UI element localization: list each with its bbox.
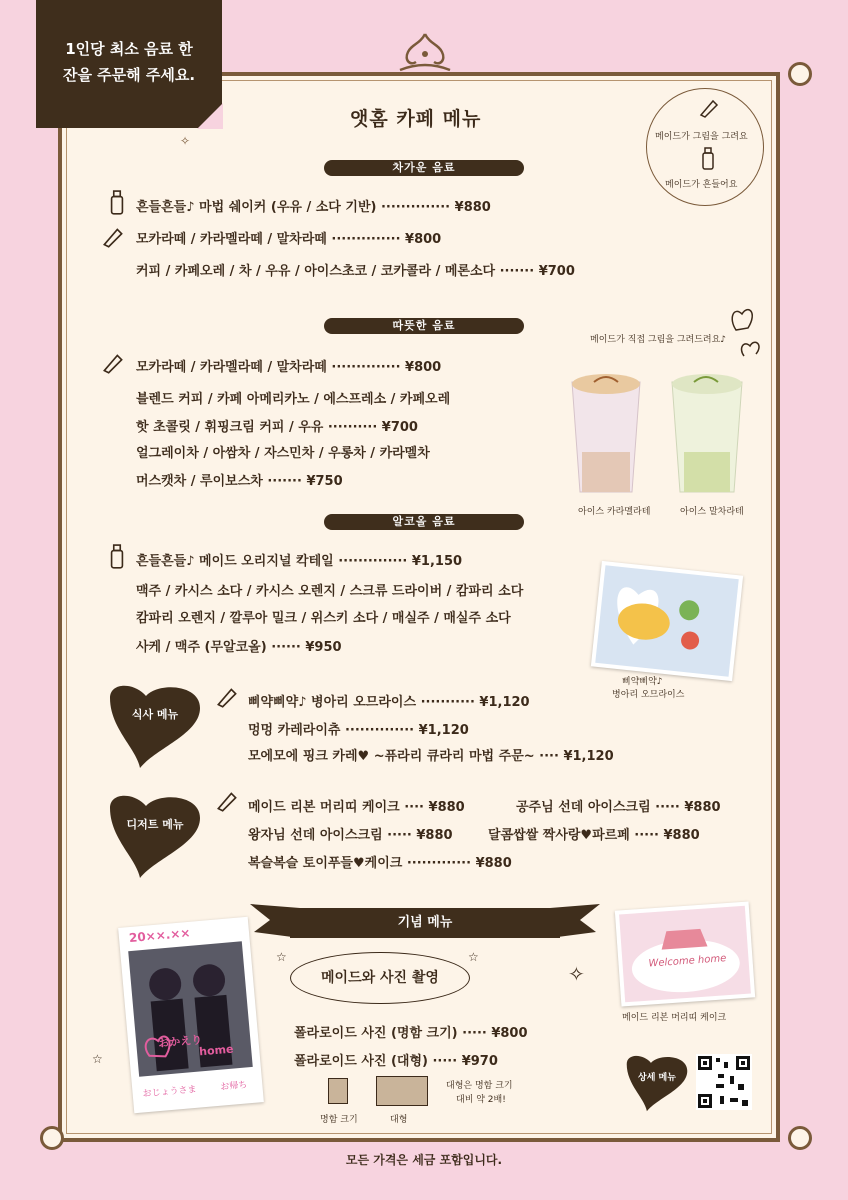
- page-title: 앳홈 카페 메뉴: [350, 108, 482, 130]
- polaroid-date: 20××.××: [128, 925, 191, 946]
- pen-icon: [214, 788, 240, 814]
- menu-item: 왕자님 선데 아이스크림 ····· ¥880: [248, 828, 453, 843]
- menu-item: 폴라로이드 사진 (대형) ····· ¥970: [294, 1054, 498, 1069]
- cake-photo: [615, 901, 755, 1006]
- corner-ornament: [788, 62, 812, 86]
- legend-shake-label: 메이드가 흔들어요: [665, 180, 738, 190]
- tax-note: 모든 가격은 세금 포함입니다.: [345, 1153, 503, 1167]
- heart-doodle-icon: [724, 300, 774, 360]
- menu-item: 핫 초콜릿 / 휘핑크림 커피 / 우유 ·········· ¥700: [136, 420, 418, 435]
- omurice-caption-line2: 병아리 오므라이스: [612, 690, 685, 700]
- souvenir-banner-label: 기념 메뉴: [397, 915, 453, 930]
- size-small-label: 명함 크기: [320, 1115, 358, 1125]
- menu-item: 메이드 리본 머리띠 케이크 ···· ¥880: [248, 800, 465, 815]
- legend-draw-label: 메이드가 그림을 그려요: [655, 132, 748, 142]
- menu-item: 캄파리 오렌지 / 깔루아 밀크 / 위스키 소다 / 매실주 / 매실주 소다: [136, 611, 511, 626]
- hot-drinks-header: 따뜻한 음료: [324, 318, 524, 334]
- menu-item: 멍멍 카레라이츄 ·············· ¥1,120: [248, 723, 469, 738]
- alcohol-header: 알코올 음료: [324, 514, 524, 530]
- icon-legend: [646, 88, 764, 206]
- polaroid-text: home: [198, 1042, 234, 1059]
- polaroid-photo: [118, 917, 264, 1114]
- latte-caption-right: 아이스 말차라테: [680, 507, 744, 517]
- menu-item: 사케 / 맥주 (무알코올) ······ ¥950: [136, 640, 342, 655]
- notice-line-2: 잔을 주문해 주세요.: [62, 66, 196, 84]
- star-icon: ☆: [276, 950, 287, 964]
- menu-item: 맥주 / 카시스 소다 / 카시스 오렌지 / 스크류 드라이버 / 캄파리 소다: [136, 584, 524, 599]
- pen-icon: [697, 97, 721, 119]
- cake-plate-text: Welcome home: [648, 953, 727, 970]
- menu-item: 얼그레이차 / 아쌈차 / 자스민차 / 우롱차 / 카라멜차: [136, 446, 430, 461]
- food-menu-label: 식사 메뉴: [131, 708, 179, 721]
- latte-note: 메이드가 직접 그림을 그려드려요♪: [590, 335, 727, 345]
- shaker-icon: [104, 190, 130, 216]
- shaker-icon: [104, 544, 130, 570]
- menu-item: 블렌드 커피 / 카페 아메리카노 / 에스프레소 / 카페오레: [136, 392, 451, 407]
- star-icon: ☆: [468, 950, 479, 964]
- details-menu-label: 상세 메뉴: [638, 1073, 676, 1083]
- menu-item: 모카라떼 / 카라멜라떼 / 말차라떼 ·············· ¥800: [136, 232, 442, 247]
- polaroid-text: お帰ち: [220, 1080, 248, 1093]
- polaroid-text: おじょうさま: [142, 1084, 197, 1100]
- menu-item: 삐약삐약♪ 병아리 오므라이스 ··········· ¥1,120: [248, 695, 530, 710]
- pen-icon: [100, 224, 126, 250]
- sparkle-icon: ✧: [568, 962, 585, 986]
- shaker-icon: [699, 147, 717, 171]
- menu-item: 머스캣차 / 루이보스차 ······· ¥750: [136, 474, 343, 489]
- top-ornament: [390, 30, 460, 76]
- dessert-menu-label: 디저트 메뉴: [126, 818, 184, 831]
- polaroid-text: おかえり: [157, 1033, 203, 1050]
- star-icon: ✧: [180, 134, 191, 148]
- menu-item: 공주님 선데 아이스크림 ····· ¥880: [516, 800, 721, 815]
- size-note-line2: 대비 약 2배!: [456, 1095, 506, 1105]
- pen-icon: [214, 684, 240, 710]
- menu-item: 폴라로이드 사진 (명함 크기) ····· ¥800: [294, 1026, 528, 1041]
- corner-ornament: [788, 1126, 812, 1150]
- cold-drinks-header: 차가운 음료: [324, 160, 524, 176]
- menu-item: 복슬복슬 토이푸들♥케이크 ············· ¥880: [248, 856, 512, 871]
- size-note-line1: 대형은 명함 크기: [446, 1081, 513, 1091]
- details-menu-badge: [620, 1048, 694, 1114]
- omurice-photo: [591, 561, 743, 681]
- photo-bubble: 메이드와 사진 촬영: [290, 952, 470, 1004]
- menu-item: 모에모에 핑크 카레♥ ~퓨라리 큐라리 마법 주문~ ···· ¥1,120: [248, 749, 614, 764]
- size-large-box: [376, 1076, 428, 1106]
- menu-item: 커피 / 카페오레 / 차 / 우유 / 아이스초코 / 코카콜라 / 메론소다 ······· ¥700: [136, 264, 575, 279]
- menu-item: 흔들흔들♪ 마법 쉐이커 (우유 / 소다 기반) ·············· ¥880: [136, 200, 491, 215]
- latte-caption-left: 아이스 카라멜라테: [578, 507, 651, 517]
- menu-item: 흔들흔들♪ 메이드 오리지널 칵테일 ·············· ¥1,150: [136, 554, 463, 569]
- pen-icon: [100, 350, 126, 376]
- latte-photo: [566, 362, 756, 502]
- notice-line-1: 1인당 최소 음료 한: [65, 40, 193, 58]
- cake-caption: 메이드 리본 머리띠 케이크: [622, 1013, 727, 1023]
- star-icon: ☆: [92, 1052, 103, 1066]
- corner-ornament: [40, 1126, 64, 1150]
- size-large-label: 대형: [390, 1115, 408, 1125]
- food-menu-badge: [100, 678, 210, 768]
- dessert-menu-badge: [100, 788, 210, 878]
- menu-item: 달콤쌉쌀 짝사랑♥파르페 ····· ¥880: [488, 828, 700, 843]
- minimum-order-notice: [36, 0, 222, 128]
- size-small-box: [328, 1078, 348, 1104]
- menu-item: 모카라떼 / 카라멜라떼 / 말차라떼 ·············· ¥800: [136, 360, 442, 375]
- omurice-caption-line1: 삐약삐약♪: [622, 677, 663, 687]
- qr-code[interactable]: [696, 1054, 752, 1110]
